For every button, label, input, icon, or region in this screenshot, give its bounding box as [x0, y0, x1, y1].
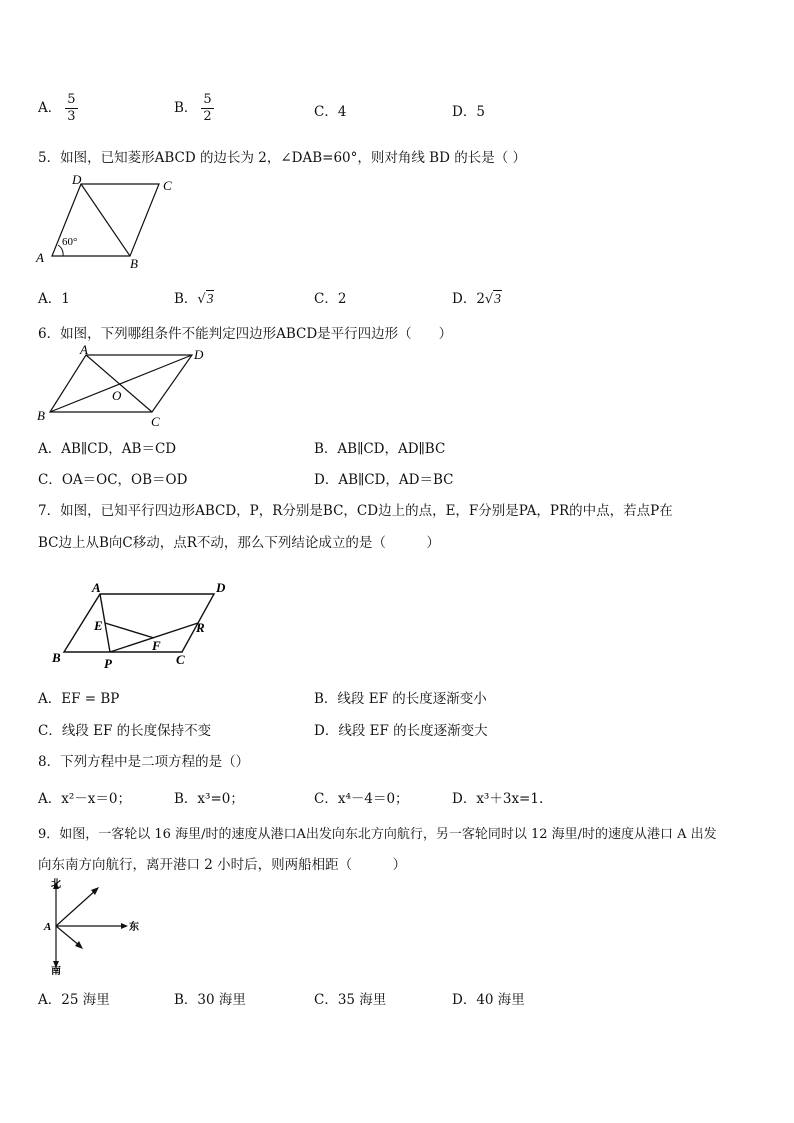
- q6-label-b: B: [37, 408, 45, 423]
- q9-option-c: C．35 海里: [314, 992, 387, 1008]
- q7-label-r: R: [196, 620, 205, 635]
- q4-b-denominator: 2: [203, 109, 212, 124]
- q9-label-east: 东: [129, 922, 139, 933]
- q6-option-a: A．AB∥CD，AB＝CD: [38, 441, 177, 457]
- q7-parallelogram-outline: [64, 594, 214, 652]
- q8-option-a: A．x²－x＝0；: [38, 791, 131, 807]
- q7-label-e: E: [94, 618, 103, 633]
- q7-option-c: C．线段 EF 的长度保持不变: [38, 723, 212, 739]
- q5-option-d-radicand: 3: [494, 291, 501, 306]
- q9-option-b: B．30 海里: [174, 992, 246, 1008]
- q6-label-d: D: [194, 347, 204, 362]
- q5-option-b: [174, 287, 214, 307]
- q7-option-d: D．线段 EF 的长度逐渐变大: [314, 723, 488, 739]
- q4-b-numerator: 5: [203, 92, 212, 107]
- q5-stem: 5．如图，已知菱形ABCD 的边长为 2，∠DAB=60°，则对角线 BD 的长是（ ）: [38, 150, 526, 166]
- q8-stem: 8．下列方程中是二项方程的是（）: [38, 754, 250, 770]
- q6-label-o: O: [112, 388, 122, 403]
- q7-segment-ef: [105, 623, 154, 638]
- q9-option-d: D．40 海里: [452, 992, 525, 1008]
- q8-option-b: B．x³=0；: [174, 791, 244, 807]
- q6-option-c: C．OA＝OC，OB＝OD: [38, 472, 188, 488]
- q9-label-north: 北: [51, 879, 61, 890]
- q6-diagonal-bd: [50, 355, 192, 412]
- q5-label-b: B: [130, 256, 138, 271]
- q4-option-a: [38, 92, 78, 125]
- q7-stem-line2: BC边上从B向C移动，点R不动，那么下列结论成立的是（ ）: [38, 535, 440, 551]
- q9-option-a: A．25 海里: [38, 992, 110, 1008]
- q5-option-d: [452, 287, 502, 307]
- sqrt-symbol: √: [197, 292, 206, 307]
- q9-northeast-route: [56, 890, 96, 926]
- q7-option-b: B．线段 EF 的长度逐渐变小: [314, 691, 487, 707]
- q7-label-a: A: [92, 580, 101, 595]
- q9-southeast-route: [56, 926, 80, 946]
- q6-label-a: A: [80, 342, 88, 357]
- q9-direction-figure: [40, 876, 150, 976]
- q6-option-d: D．AB∥CD，AD＝BC: [314, 472, 454, 488]
- q5-angle-label: 60°: [62, 236, 78, 248]
- q8-option-c: C．x⁴－4＝0；: [314, 791, 409, 807]
- q5-option-c: C．2: [314, 291, 347, 307]
- q4-option-c: C．4: [314, 104, 347, 120]
- q7-label-d: D: [216, 580, 226, 595]
- q5-option-b-radicand: 3: [206, 291, 214, 306]
- q4-a-denominator: 3: [67, 109, 76, 124]
- q9-label-south: 南: [51, 966, 61, 976]
- q5-label-c: C: [163, 178, 172, 193]
- q4-option-d: D．5: [452, 104, 485, 120]
- q6-label-c: C: [151, 414, 160, 429]
- q4-option-b-label: B．: [174, 100, 198, 116]
- q6-parallelogram-figure: [34, 342, 214, 432]
- q4-option-a-label: A．: [38, 100, 62, 116]
- q5-rhombus-figure: [34, 172, 184, 272]
- q5-label-a: A: [36, 250, 44, 265]
- q7-parallelogram-figure: [44, 572, 244, 672]
- q4-option-b-fraction: [201, 92, 213, 125]
- q4-option-b: [174, 92, 214, 125]
- q7-stem-line1: 7．如图，已知平行四边形ABCD，P，R分别是BC，CD边上的点，E，F分别是PA，PR的中点，若点P在: [38, 503, 673, 519]
- q7-label-c: C: [176, 652, 185, 667]
- q8-option-d: D．x³＋3x=1.: [452, 791, 544, 807]
- q7-option-a: A．EF = BP: [38, 691, 120, 707]
- sqrt-symbol: √: [484, 292, 494, 307]
- q4-option-a-fraction: [65, 92, 77, 125]
- q7-label-b: B: [52, 650, 61, 665]
- q5-diagonal-bd: [81, 184, 130, 256]
- q5-option-a: A．1: [38, 291, 70, 307]
- q9-label-a: A: [44, 921, 52, 933]
- q6-option-b: B．AB∥CD，AD∥BC: [314, 441, 446, 457]
- q9-east-arrowhead: [121, 923, 128, 929]
- q5-label-d: D: [72, 172, 82, 187]
- q9-stem-line1: 9．如图，一客轮以 16 海里/时的速度从港口A出发向东北方向航行，另一客轮同时以 12 海里/时的速度从港口 A 出发: [38, 827, 717, 842]
- q7-label-f: F: [152, 638, 161, 653]
- q5-option-d-coef: 2: [476, 291, 485, 307]
- q9-stem-line2: 向东南方向航行，离开港口 2 小时后，则两船相距（ ）: [38, 857, 407, 873]
- q5-option-b-label: B．: [174, 291, 198, 307]
- q7-label-p: P: [104, 656, 112, 671]
- q6-diagonal-ac: [86, 355, 152, 412]
- q6-stem: 6．如图，下列哪组条件不能判定四边形ABCD是平行四边形（ ）: [38, 326, 453, 342]
- q5-option-d-label: D．: [452, 291, 477, 307]
- q4-a-numerator: 5: [67, 92, 76, 107]
